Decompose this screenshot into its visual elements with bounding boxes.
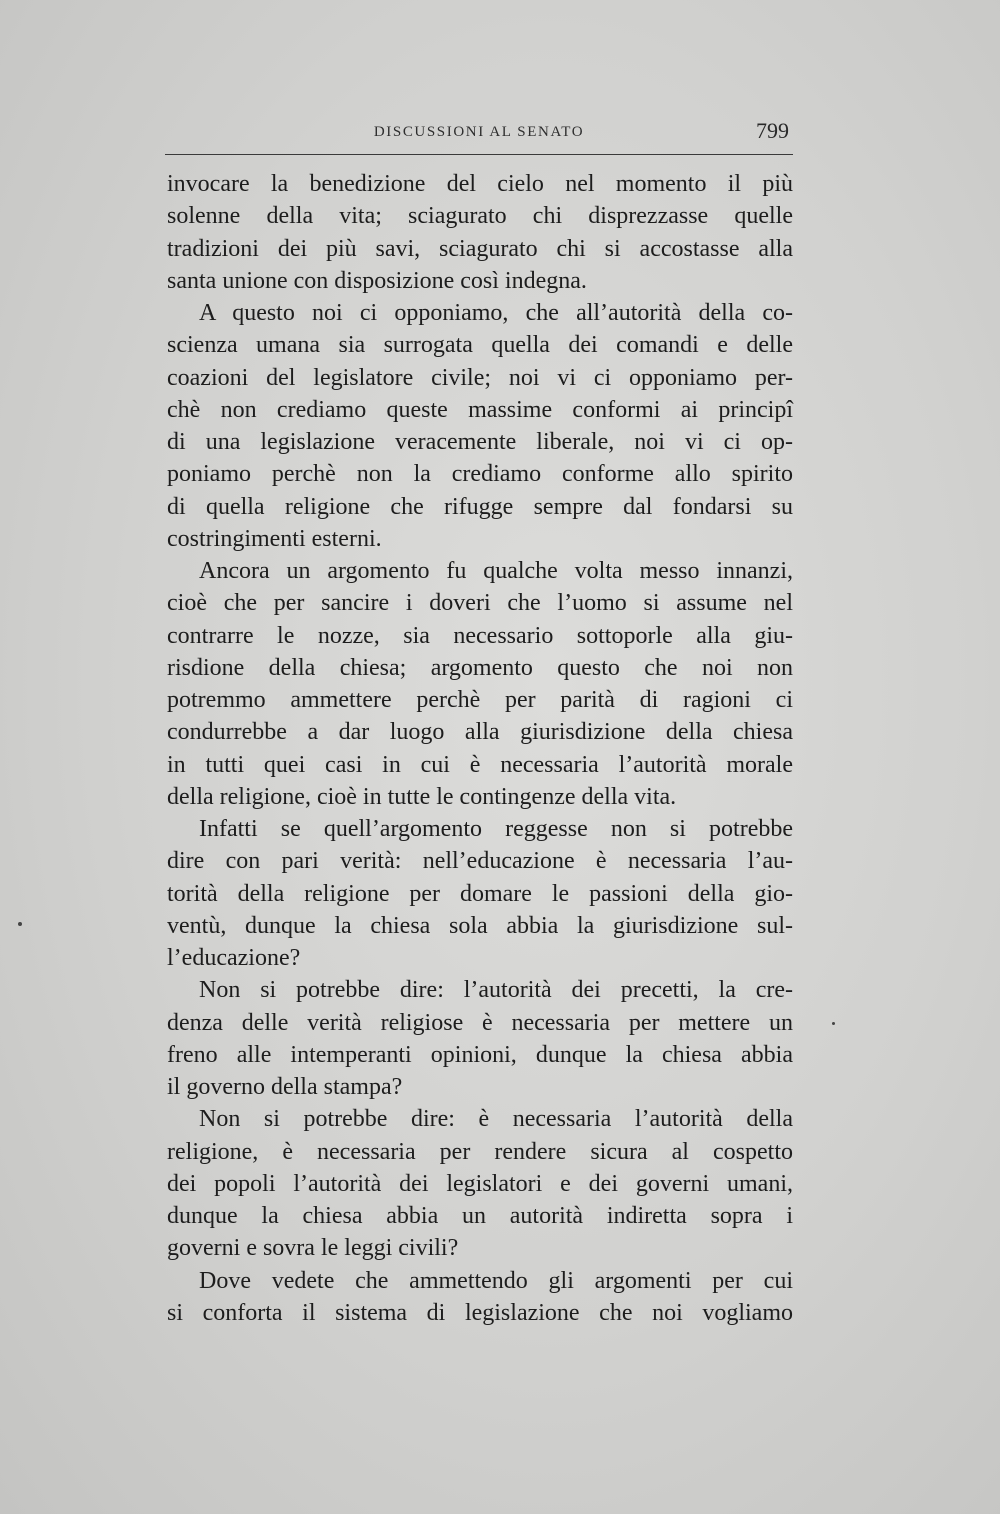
text-line: risdione della chiesa; argomento questo che noi non: [167, 654, 793, 681]
running-head: [165, 118, 793, 148]
text-line: chè non crediamo queste massime conformi ai principî: [167, 396, 793, 423]
text-line: di quella religione che rifugge sempre dal fondarsi su: [167, 493, 793, 520]
text-line: costringimenti esterni.: [167, 525, 382, 552]
page-number: 799: [756, 118, 789, 143]
text-line: l’educazione?: [167, 945, 301, 971]
text-line: A questo noi ci opponiamo, che all’autorità della co-: [199, 300, 793, 326]
text-line: religione, è necessaria per rendere sicura al cospetto: [167, 1138, 793, 1165]
text-line: contrarre le nozze, sia necessario sottoporle alla giu-: [167, 622, 793, 649]
text-line: invocare la benedizione del cielo nel momento il più: [167, 171, 793, 197]
print-speck: [18, 922, 22, 926]
text-line: tradizioni dei più savi, sciagurato chi si accostasse alla: [167, 235, 793, 262]
text-line: dei popoli l’autorità dei legislatori e dei governi umani,: [167, 1170, 793, 1197]
text-line: Non si potrebbe dire: è necessaria l’autorità della: [199, 1106, 793, 1133]
text-line: Dove vedete che ammettendo gli argomenti per cui: [199, 1267, 793, 1294]
text-line: il governo della stampa?: [167, 1074, 403, 1100]
print-speck: [832, 1022, 835, 1025]
header-rule: [165, 154, 793, 155]
text-line: condurrebbe a dar luogo alla giurisdizione della chiesa: [167, 719, 793, 746]
body-text: [167, 168, 793, 1329]
text-line: coazioni del legislatore civile; noi vi ci opponiamo per-: [167, 364, 793, 391]
text-line: freno alle intemperanti opinioni, dunque la chiesa abbia: [167, 1041, 793, 1068]
text-line: denza delle verità religiose è necessaria per mettere un: [167, 1009, 793, 1036]
text-line: si conforta il sistema di legislazione che noi vogliamo: [167, 1299, 793, 1326]
text-line: Non si potrebbe dire: l’autorità dei precetti, la cre-: [199, 977, 793, 1004]
text-line: dire con pari verità: nell’educazione è necessaria l’au-: [167, 848, 793, 875]
text-line: solenne della vita; sciagurato chi disprezzasse quelle: [167, 203, 793, 230]
text-line: Infatti se quell’argomento reggesse non si potrebbe: [199, 816, 793, 842]
text-line: dunque la chiesa abbia un autorità indiretta sopra i: [167, 1203, 793, 1229]
text-line: di una legislazione veracemente liberale, noi vi ci op-: [167, 429, 793, 455]
text-line: ventù, dunque la chiesa sola abbia la giurisdizione sul-: [167, 912, 793, 939]
text-line: poniamo perchè non la crediamo conforme allo spirito: [167, 461, 793, 488]
text-line: scienza umana sia surrogata quella dei comandi e delle: [167, 332, 793, 359]
text-line: governi e sovra le leggi civili?: [167, 1235, 459, 1262]
text-line: in tutti quei casi in cui è necessaria l’autorità morale: [167, 751, 793, 778]
text-line: potremmo ammettere perchè per parità di ragioni ci: [167, 687, 793, 713]
text-line: della religione, cioè in tutte le contingenze della vita.: [167, 783, 677, 810]
text-line: cioè che per sancire i doveri che l’uomo si assume nel: [167, 590, 793, 617]
text-line: torità della religione per domare le passioni della gio-: [167, 880, 793, 907]
running-title: DISCUSSIONI AL SENATO: [373, 124, 585, 140]
text-line: Ancora un argomento fu qualche volta messo innanzi,: [199, 558, 793, 584]
text-line: santa unione con disposizione così indegna.: [167, 267, 587, 294]
